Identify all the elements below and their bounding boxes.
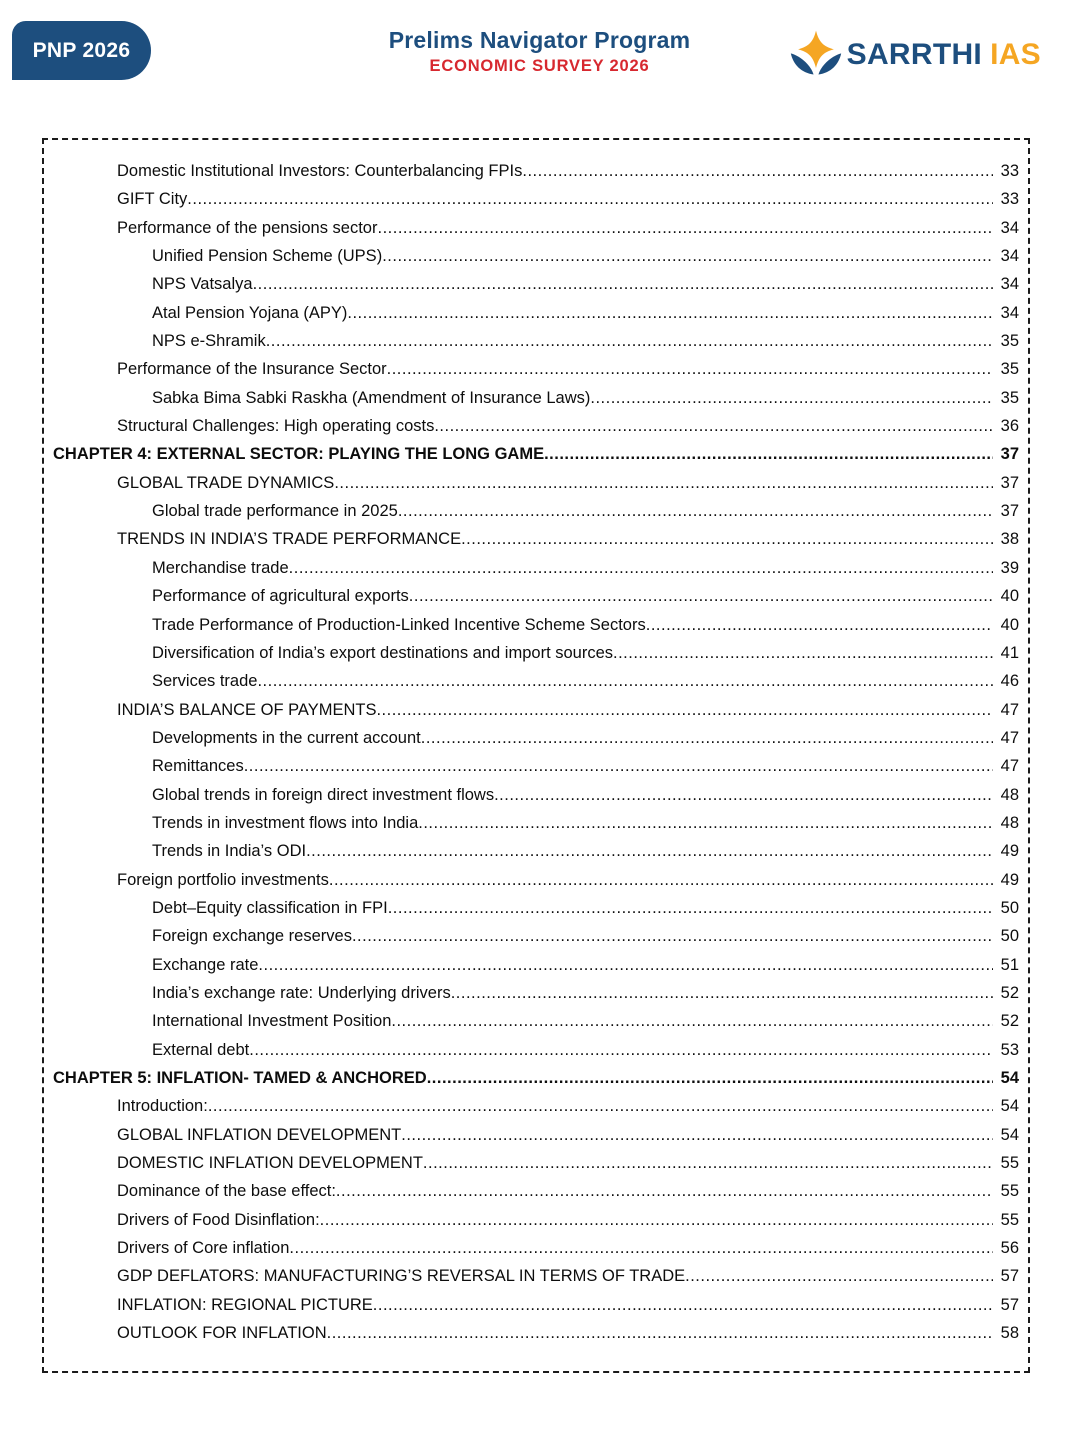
- toc-entry-page: 47: [1000, 757, 1019, 776]
- brand-name-sarrthi: SARRTHI: [846, 38, 983, 71]
- toc-entry-page: 40: [1000, 587, 1019, 606]
- toc-leader-dots: [401, 1126, 993, 1145]
- toc-entry-label: TRENDS IN INDIA’S TRADE PERFORMANCE: [117, 530, 462, 549]
- toc-entry: [53, 729, 1019, 757]
- toc-leader-dots: [388, 899, 993, 918]
- program-title: Prelims Navigator Program: [388, 27, 691, 53]
- toc-entry: [53, 502, 1019, 530]
- toc-entry-label: GLOBAL TRADE DYNAMICS: [117, 473, 335, 492]
- toc-entry-label: Performance of agricultural exports: [152, 587, 409, 606]
- toc-leader-dots: [377, 219, 993, 238]
- toc-entry: [53, 275, 1019, 303]
- toc-entry: [53, 757, 1019, 785]
- toc-entry-page: 55: [1000, 1182, 1019, 1201]
- toc-entry-label: Drivers of Food Disinflation:: [117, 1210, 320, 1229]
- toc-entry: [53, 701, 1019, 729]
- toc-entry: [53, 190, 1019, 218]
- toc-entry: [53, 1324, 1019, 1352]
- toc-leader-dots: [421, 729, 993, 748]
- toc-entry-page: 37: [1000, 445, 1019, 464]
- toc-entry-label: CHAPTER 5: INFLATION- TAMED & ANCHORED: [53, 1069, 427, 1087]
- toc-leader-dots: [427, 1069, 993, 1088]
- toc-entry-page: 58: [1000, 1324, 1019, 1343]
- toc-entry-page: 41: [1000, 643, 1019, 662]
- toc-entry-label: GDP DEFLATORS: MANUFACTURING’S REVERSAL IN TERMS OF TRADE: [117, 1267, 686, 1286]
- toc-leader-dots: [382, 247, 993, 266]
- toc-entry: [53, 1211, 1019, 1239]
- toc-entry: [53, 247, 1019, 275]
- toc-entry-label: NPS Vatsalya: [152, 275, 253, 294]
- toc-entry: [53, 1097, 1019, 1125]
- toc-entry: [53, 360, 1019, 388]
- toc-entry-label: NPS e-Shramik: [152, 332, 266, 351]
- toc-entry: [53, 644, 1019, 672]
- toc-leader-dots: [544, 445, 993, 464]
- toc-entry-page: 34: [1000, 247, 1019, 266]
- toc-entry-page: 34: [1000, 275, 1019, 294]
- toc-entry-page: 35: [1000, 388, 1019, 407]
- toc-entry-label: Trends in investment flows into India: [152, 813, 419, 832]
- toc-entry-page: 52: [1000, 983, 1019, 1002]
- toc-entry: [53, 219, 1019, 247]
- toc-leader-dots: [373, 1296, 993, 1315]
- toc-leader-dots: [494, 786, 993, 805]
- toc-entry-label: Performance of the Insurance Sector: [117, 360, 387, 379]
- brand-name-ias: IAS: [990, 38, 1041, 71]
- toc-leader-dots: [336, 1182, 993, 1201]
- toc-entry-page: 49: [1000, 842, 1019, 861]
- toc-entry-label: Debt–Equity classification in FPI: [152, 898, 388, 917]
- toc-entry-label: Global trade performance in 2025: [152, 502, 398, 521]
- toc-leader-dots: [257, 672, 993, 691]
- toc-entry: [53, 1182, 1019, 1210]
- toc-entry-page: 48: [1000, 785, 1019, 804]
- toc-entry: [53, 304, 1019, 332]
- toc-entry-label: Sabka Bima Sabki Raskha (Amendment of Insurance Laws): [152, 388, 591, 407]
- toc-leader-dots: [289, 559, 993, 578]
- toc-entry-page: 37: [1000, 502, 1019, 521]
- toc-entry: [53, 1296, 1019, 1324]
- toc-entry: [53, 587, 1019, 615]
- toc-leader-dots: [249, 1041, 993, 1060]
- program-subtitle: ECONOMIC SURVEY 2026: [429, 57, 650, 76]
- toc-entry-page: 48: [1000, 813, 1019, 832]
- toc-entry: [53, 1154, 1019, 1182]
- toc-entry-page: 54: [1000, 1097, 1019, 1116]
- sarrthi-logo: [790, 27, 1041, 83]
- toc-entry-label: Atal Pension Yojana (APY): [152, 303, 348, 322]
- toc-entry-page: 47: [1000, 728, 1019, 747]
- toc-entry: [53, 1239, 1019, 1267]
- toc-leader-dots: [398, 502, 993, 521]
- toc-entry-page: 37: [1000, 473, 1019, 492]
- toc-entry-page: 57: [1000, 1295, 1019, 1314]
- toc-entry-page: 55: [1000, 1154, 1019, 1173]
- toc-leader-dots: [590, 389, 993, 408]
- toc-entry: [53, 1041, 1019, 1069]
- toc-entry-page: 49: [1000, 870, 1019, 889]
- toc-entry-page: 33: [1000, 162, 1019, 180]
- toc-entry: [53, 530, 1019, 558]
- toc-entry-page: 35: [1000, 332, 1019, 351]
- toc-entry: [53, 927, 1019, 955]
- toc-entry-page: 55: [1000, 1210, 1019, 1229]
- toc-box: [42, 138, 1030, 1373]
- toc-leader-dots: [352, 927, 993, 946]
- toc-leader-dots: [646, 616, 993, 635]
- toc-leader-dots: [418, 814, 993, 833]
- toc-entry: [53, 332, 1019, 360]
- toc-leader-dots: [391, 1012, 993, 1031]
- toc-leader-dots: [334, 474, 993, 493]
- toc-entry: [53, 559, 1019, 587]
- toc-leader-dots: [208, 1097, 993, 1116]
- toc-leader-dots: [253, 275, 993, 294]
- toc-entry-label: Introduction:: [117, 1097, 208, 1116]
- toc-leader-dots: [376, 701, 993, 720]
- toc-entry-page: 46: [1000, 672, 1019, 691]
- toc-leader-dots: [347, 304, 993, 323]
- toc-entry-page: 52: [1000, 1012, 1019, 1031]
- toc-entry-page: 39: [1000, 558, 1019, 577]
- toc-leader-dots: [409, 587, 993, 606]
- toc-entry: [53, 1267, 1019, 1295]
- toc-entry: [53, 417, 1019, 445]
- toc-leader-dots: [451, 984, 993, 1003]
- toc-entry: [53, 814, 1019, 842]
- toc-entry-label: Drivers of Core inflation: [117, 1239, 290, 1258]
- toc-leader-dots: [329, 871, 993, 890]
- toc-entry-label: Trade Performance of Production-Linked Incentive Scheme Sectors: [152, 615, 646, 634]
- toc-entry-label: Structural Challenges: High operating costs: [117, 417, 435, 436]
- toc-leader-dots: [387, 360, 993, 379]
- toc-entry-page: 40: [1000, 615, 1019, 634]
- toc-entry-page: 34: [1000, 303, 1019, 322]
- toc-entry: [53, 389, 1019, 417]
- toc-entry-page: 36: [1000, 417, 1019, 436]
- toc-leader-dots: [613, 644, 993, 663]
- toc-entry: [53, 1069, 1019, 1097]
- toc-entry-label: Diversification of India’s export destinations and import sources: [152, 643, 614, 662]
- toc-entry-label: Foreign exchange reserves: [152, 927, 352, 946]
- toc-entry-page: 54: [1000, 1069, 1019, 1087]
- toc-leader-dots: [266, 332, 993, 351]
- toc-entry: [53, 786, 1019, 814]
- toc-entry-label: Domestic Institutional Investors: Counterbalancing FPIs: [117, 162, 523, 180]
- toc-entry-page: 54: [1000, 1125, 1019, 1144]
- toc-entry-page: 50: [1000, 927, 1019, 946]
- toc-entry-label: Unified Pension Scheme (UPS): [152, 247, 383, 266]
- toc-leader-dots: [244, 757, 993, 776]
- toc-entry: [53, 616, 1019, 644]
- toc-entry: [53, 672, 1019, 700]
- toc-entry-label: GLOBAL INFLATION DEVELOPMENT: [117, 1125, 402, 1144]
- toc-leader-dots: [320, 1211, 993, 1230]
- pnp-badge-label: PNP 2026: [32, 38, 131, 62]
- toc-entry-label: CHAPTER 4: EXTERNAL SECTOR: PLAYING THE LONG GAME: [53, 445, 545, 464]
- toc-entry: [53, 1012, 1019, 1040]
- toc-entry-label: OUTLOOK FOR INFLATION: [117, 1324, 327, 1343]
- toc-entry-label: DOMESTIC INFLATION DEVELOPMENT: [117, 1154, 423, 1173]
- toc-entry-label: Remittances: [152, 757, 244, 776]
- lotus-star-icon: [790, 27, 842, 83]
- toc-leader-dots: [434, 417, 993, 436]
- toc-entry: [53, 1126, 1019, 1154]
- toc-leader-dots: [685, 1267, 993, 1286]
- toc-leader-dots: [187, 190, 993, 209]
- toc-entry: [53, 842, 1019, 870]
- toc-entry: [53, 956, 1019, 984]
- toc-leader-dots: [258, 956, 993, 975]
- toc-entry-page: 51: [1000, 955, 1019, 974]
- toc-entry: [53, 474, 1019, 502]
- toc-entry-label: Dominance of the base effect:: [117, 1182, 336, 1201]
- toc-entry-page: 57: [1000, 1267, 1019, 1286]
- toc-entry-label: INFLATION: REGIONAL PICTURE: [117, 1295, 373, 1314]
- toc-entry-label: Exchange rate: [152, 955, 259, 974]
- toc-entry-label: External debt: [152, 1040, 250, 1059]
- toc-entry-label: Developments in the current account: [152, 728, 421, 747]
- toc-entry-label: Performance of the pensions sector: [117, 218, 378, 237]
- toc-entry-page: 33: [1000, 190, 1019, 209]
- toc-leader-dots: [289, 1239, 993, 1258]
- toc-entry-label: Trends in India’s ODI: [152, 842, 307, 861]
- toc-entry-page: 35: [1000, 360, 1019, 379]
- toc-leader-dots: [327, 1324, 993, 1343]
- page-header: [0, 0, 1079, 122]
- toc-entry-page: 50: [1000, 898, 1019, 917]
- toc-entry-label: Foreign portfolio investments: [117, 870, 329, 889]
- toc-entry-label: International Investment Position: [152, 1012, 392, 1031]
- toc-leader-dots: [423, 1154, 993, 1173]
- toc-entry: [53, 162, 1019, 190]
- toc-entry-label: INDIA’S BALANCE OF PAYMENTS: [117, 700, 377, 719]
- toc-entry-page: 53: [1000, 1040, 1019, 1059]
- toc-leader-dots: [522, 162, 993, 181]
- toc-entry-label: Services trade: [152, 672, 258, 691]
- toc-entry: [53, 871, 1019, 899]
- toc-entry-page: 38: [1000, 530, 1019, 549]
- toc-entry-page: 47: [1000, 700, 1019, 719]
- toc-entry-page: 34: [1000, 218, 1019, 237]
- toc-entry-label: GIFT City: [117, 190, 188, 209]
- toc-entry-page: 56: [1000, 1239, 1019, 1258]
- toc-entry-label: India’s exchange rate: Underlying drivers: [152, 983, 451, 1002]
- toc-entry: [53, 899, 1019, 927]
- toc-entry-label: Merchandise trade: [152, 558, 289, 577]
- toc-entry-label: Global trends in foreign direct investment flows: [152, 785, 495, 804]
- toc-leader-dots: [306, 842, 993, 861]
- toc-entry: [53, 984, 1019, 1012]
- toc-leader-dots: [461, 530, 993, 549]
- toc-entry: [53, 445, 1019, 473]
